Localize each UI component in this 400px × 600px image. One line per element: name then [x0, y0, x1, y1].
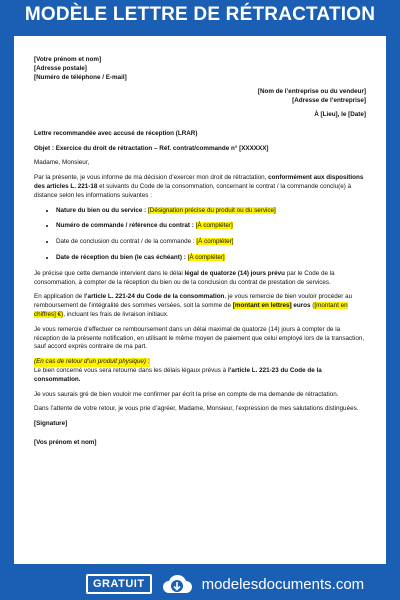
- item-label: Nature du bien ou du service :: [56, 206, 149, 214]
- p3-text-1: En application de: [34, 293, 85, 301]
- site-link[interactable]: modelesdocuments.com: [201, 575, 365, 593]
- sender-block: [34, 56, 366, 82]
- sender-contact: [Numéro de téléphone / E-mail]: [34, 73, 127, 81]
- sender-address: [Adresse postale]: [34, 64, 87, 72]
- refund-delay-paragraph: Je vous remercie d’effectuer ce remboursement dans un délai maximal de quatorze (14) jours à compter de la réception de la présente notification, en utilisant le même moyen de paiement que celui employé lors de la transaction, sauf accord exprès contraire de ma part.: [34, 325, 365, 351]
- list-item: [56, 222, 366, 231]
- return-note: (En cas de retour d’un produit physique) :: [34, 358, 150, 366]
- p3-text-5: , incluant les frais de livraison initiaux.: [63, 310, 169, 318]
- p5-text-1: Le bien concerné vous sera retourné dans les délais légaux prévus à: [34, 366, 228, 374]
- lrar-line: Lettre recommandée avec accusé de réception (LRAR): [34, 129, 198, 137]
- confirmation-paragraph: Je vous saurais gré de bien vouloir me confirmer par écrit la prise en compte de ma demande de rétractation.: [34, 390, 339, 398]
- amount-digits-placeholder: [montant en chiffres] €): [34, 302, 348, 318]
- page-title: MODÈLE LETTRE DE RÉTRACTATION: [24, 4, 376, 25]
- p2-text-1: Je précise que cette demande intervient dans le délai: [34, 269, 185, 277]
- p2-text-2: par le Code de la consommation, à compter de la réception du bien ou de la conclusion du contrat de prestation de services.: [34, 269, 335, 286]
- signature-name: [Vos prénom et nom]: [34, 438, 97, 446]
- cloud-download-icon[interactable]: [160, 572, 194, 596]
- list-item: [56, 207, 366, 216]
- recipient-block: [34, 88, 366, 119]
- object-line: Objet : Exercice du droit de rétractation – Réf. contrat/commande n° [XXXXXX]: [34, 144, 269, 152]
- footer: [0, 568, 400, 600]
- signature-placeholder: [Signature]: [34, 420, 68, 428]
- intro-bold: conformément aux dispositions des articles L. 221-18: [34, 174, 364, 190]
- amount-words-placeholder: [montant en lettres]: [232, 302, 292, 310]
- place-date: À [Lieu], le [Date]: [314, 110, 366, 118]
- item-label: Numéro de commande / référence du contrat :: [56, 222, 196, 230]
- free-badge: GRATUIT: [86, 574, 152, 594]
- item-value: [Désignation précise du produit ou du service]: [148, 206, 276, 214]
- p3-text-2: , je vous remercie de bien vouloir procéder au remboursement de l’intégralité des sommes versées, soit la somme de: [34, 293, 353, 310]
- refund-paragraph: [34, 293, 366, 319]
- p5-bold: l’article L. 221-23 du Code de la consommation.: [34, 366, 322, 383]
- return-paragraph: [34, 367, 366, 385]
- sender-name: [Votre prénom et nom]: [34, 56, 102, 63]
- greeting: Madame, Monsieur,: [34, 159, 90, 167]
- item-label: Date de conclusion du contrat / de la commande :: [56, 238, 197, 246]
- order-details-list: [34, 207, 366, 263]
- item-value: [À compléter]: [196, 238, 234, 246]
- intro-paragraph: [34, 174, 366, 200]
- p3-euros: euros: [291, 302, 313, 310]
- list-item: [56, 238, 366, 247]
- recipient-address: [Adresse de l’entreprise]: [292, 97, 366, 105]
- list-item: [56, 254, 366, 263]
- letter-document: [14, 36, 386, 564]
- recipient-company: [Nom de l’entreprise ou du vendeur]: [257, 88, 366, 96]
- p2-bold: légal de quatorze (14) jours prévu: [184, 269, 285, 277]
- deadline-paragraph: [34, 270, 366, 288]
- intro-text-1: Par la présente, je vous informe de ma décision d’exercer mon droit de rétractation,: [34, 174, 269, 182]
- banner: [0, 0, 400, 30]
- item-value: [À compléter]: [187, 253, 225, 261]
- item-value: [À compléter]: [195, 222, 233, 230]
- item-label: Date de réception du bien (le cas échéant) :: [56, 253, 188, 261]
- closing-paragraph: Dans l’attente de votre retour, je vous prie d’agréer, Madame, Monsieur, l’expression de mes salutations distinguées.: [34, 405, 359, 413]
- intro-text-2: et suivants du Code de la consommation, concernant le contrat / la commande conclu(e) à distance selon les informations suivantes :: [34, 182, 352, 199]
- p3-bold: l’article L. 221-24 du Code de la consommation: [84, 293, 225, 301]
